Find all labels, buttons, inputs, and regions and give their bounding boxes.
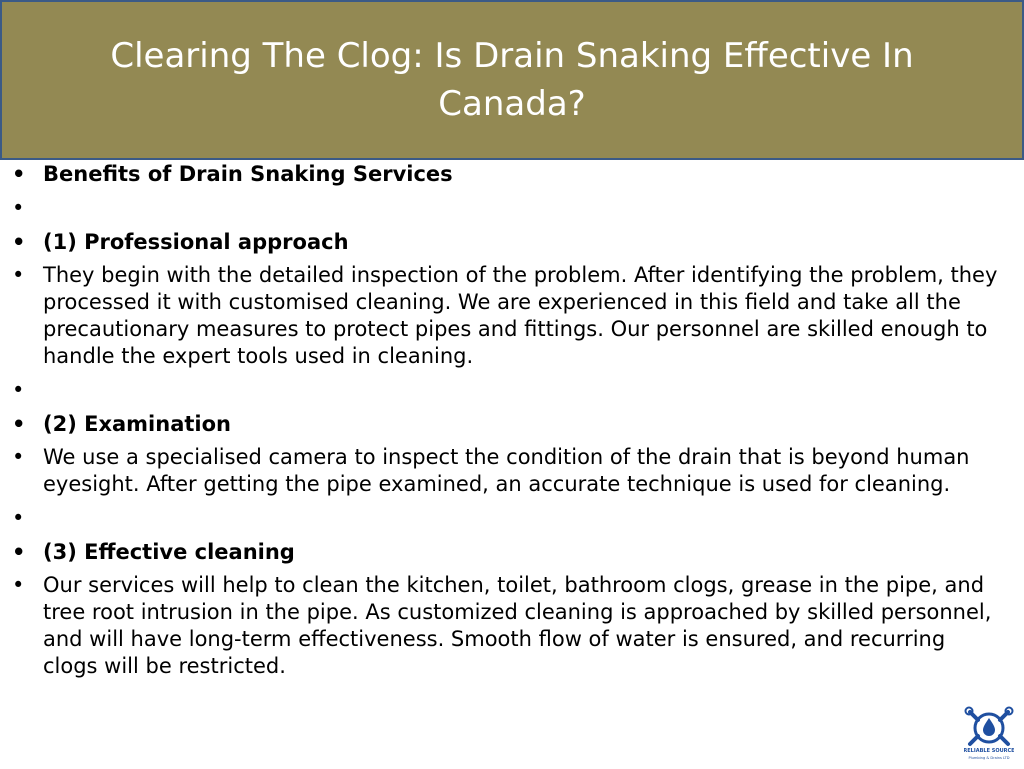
- bullet-heading-effective-cleaning: • (3) Effective cleaning: [0, 538, 1024, 566]
- title-banner: [0, 0, 1024, 160]
- bullet-paragraph-examination: • We use a specialised camera to inspect the condition of the drain that is beyond human eyesight. After getting the pipe examined, an accurate technique is used for cleaning.: [0, 444, 1024, 498]
- bullet-empty: [0, 376, 1024, 404]
- bullet-list: [0, 160, 1024, 686]
- bullet-paragraph-professional-approach: • They begin with the detailed inspection of the problem. After identifying the problem, they processed it with customised cleaning. We are experienced in this field and take all the precautionary measures to protect pipes and fittings. Our personnel are skilled enough to handle the expert tools used in cleaning.: [0, 262, 1024, 370]
- bullet-heading-examination: • (2) Examination: [0, 410, 1024, 438]
- logo-line1: RELIABLE SOURCE: [964, 748, 1014, 754]
- company-logo: [964, 706, 1014, 764]
- bullet-paragraph-effective-cleaning: • Our services will help to clean the kitchen, toilet, bathroom clogs, grease in the pipe, and tree root intrusion in the pipe. As customized cleaning is approached by skilled personnel, and will have long-term effectiveness. Smooth flow of water is ensured, and recurring clogs will be restricted.: [0, 572, 1024, 680]
- logo-line2: Plumbing & Drains LTD: [968, 756, 1010, 760]
- bullet-empty: [0, 504, 1024, 532]
- wrench-drop-logo-icon: [964, 706, 1014, 764]
- slide-title: Clearing The Clog: Is Drain Snaking Effective In Canada?: [110, 36, 914, 124]
- bullet-empty: [0, 194, 1024, 222]
- bullet-heading-benefits: • Benefits of Drain Snaking Services: [0, 160, 1024, 188]
- bullet-heading-professional-approach: • (1) Professional approach: [0, 228, 1024, 256]
